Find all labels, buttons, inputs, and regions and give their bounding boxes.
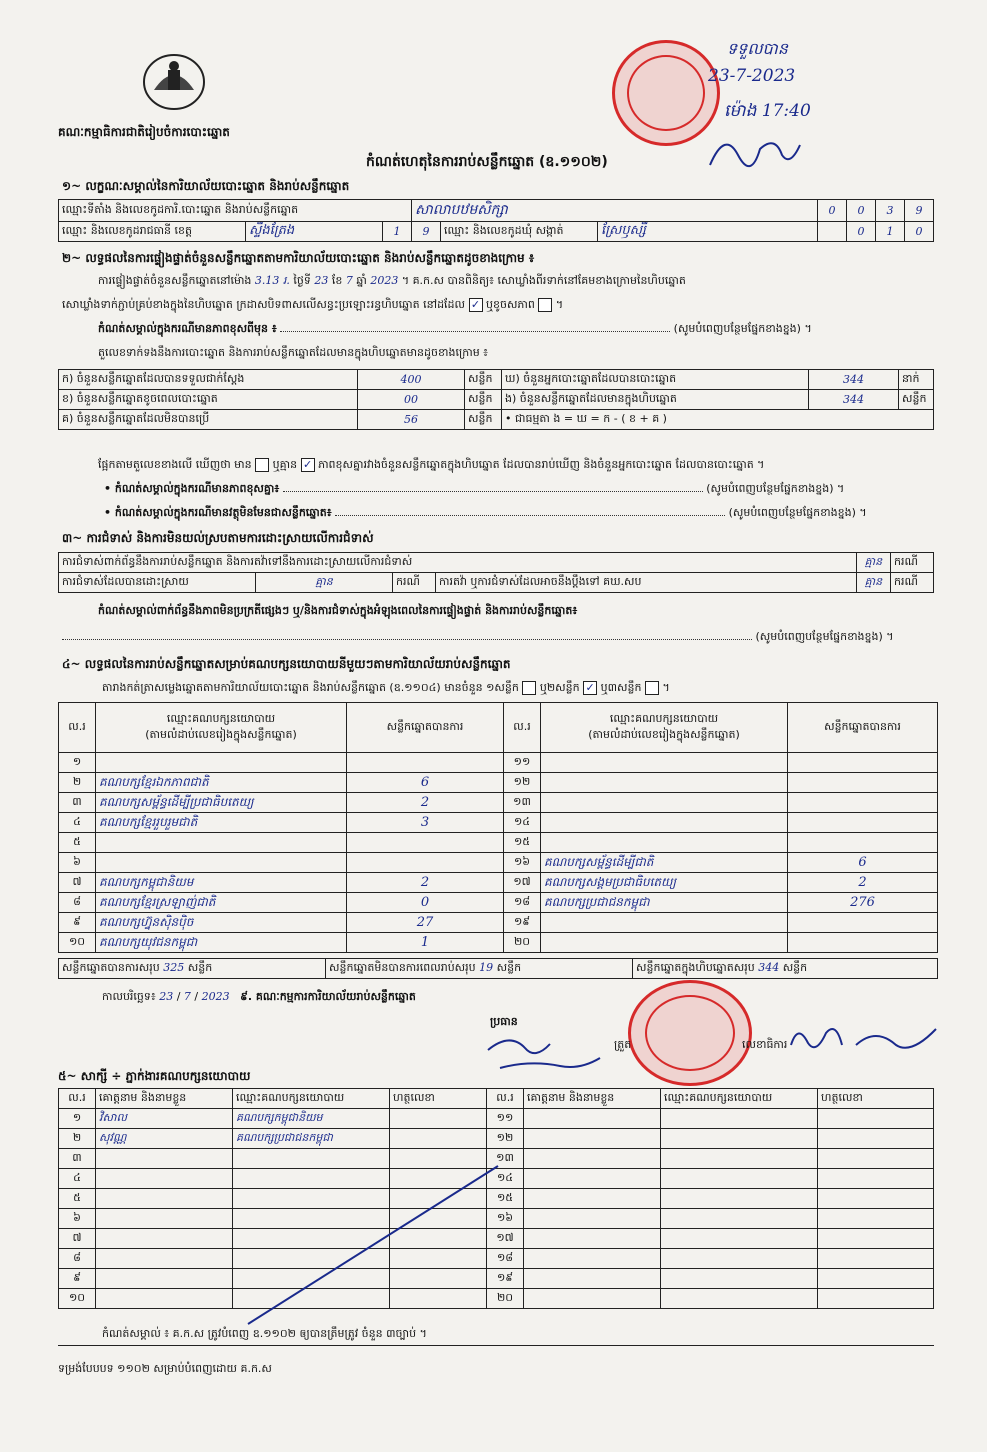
- col-no-header: ល.រ: [59, 1089, 96, 1109]
- witness-signature: [818, 1269, 934, 1289]
- party-no: ២០: [504, 933, 541, 953]
- commune-code-digit: 0: [847, 222, 876, 242]
- note-label: កំណត់សម្គាល់ក្នុងករណីមានភាពខុសពីមុន ៖: [98, 322, 277, 335]
- party-no: ១១: [504, 753, 541, 773]
- party-votes: 276: [788, 893, 938, 913]
- party-no: ៦: [59, 853, 96, 873]
- count-label: ខ) ចំនួនសន្លឹកឆ្នោតខូចពេលបោះឆ្នោត: [59, 390, 358, 410]
- verify-line-1: [98, 274, 686, 290]
- witness-name: វិសាល: [96, 1109, 233, 1129]
- witness-signature: [818, 1169, 934, 1189]
- witness-party: [661, 1149, 818, 1169]
- witness-party: [661, 1229, 818, 1249]
- votes-totals-table: [58, 958, 938, 979]
- witness-name: [96, 1169, 233, 1189]
- col-party-header: ឈ្មោះគណបក្សនយោបាយ (តាមលំដាប់លេខរៀងក្នុងសន្លឹកឆ្នោត): [96, 703, 347, 753]
- col-party-header: ឈ្មោះគណបក្សនយោបាយ (តាមលំដាប់លេខរៀងក្នុងសន្លឹកឆ្នោត): [541, 703, 788, 753]
- witness-signature: [818, 1109, 934, 1129]
- witness-signature: [818, 1149, 934, 1169]
- irregularity-line: [62, 630, 930, 646]
- party-votes: [788, 793, 938, 813]
- party-no: ៨: [59, 893, 96, 913]
- bullet-label: • កំណត់សម្គាល់ក្នុងករណីមានវត្ថុមិនមែនជាសន្លឹកឆ្នោត៖: [104, 506, 332, 519]
- witness-name: [524, 1249, 661, 1269]
- party-name: [541, 793, 788, 813]
- party-votes: [788, 913, 938, 933]
- party-votes: 2: [347, 873, 504, 893]
- witness-no: ១៩: [487, 1269, 524, 1289]
- party-name: គណបក្សយុវជនកម្ពុជា: [96, 933, 347, 953]
- received-label: ទទួលបាន: [727, 39, 788, 58]
- col-no-header: ល.រ: [59, 703, 96, 753]
- commune-label: ឈ្មោះ និងលេខកូដឃុំ សង្កាត់: [441, 222, 598, 242]
- witness-no: ៣: [59, 1149, 96, 1169]
- tally-text: ឬ២សន្លឹក: [539, 681, 580, 694]
- section1-title: ១~ លក្ខណៈសម្គាល់នៃការិយាល័យបោះឆ្នោត និងរាប់សន្លឹកឆ្នោត: [62, 179, 350, 193]
- witness-name: [524, 1129, 661, 1149]
- table-row: [59, 873, 938, 893]
- total-invalid-label: សន្លឹកឆ្នោតមិនបានការពេលរាប់សរុប: [329, 960, 476, 974]
- witness-name: [524, 1209, 661, 1229]
- section3-title: ៣~ ការជំទាស់ និងការមិនយល់ស្របតាមការដោះស្រាយលើការជំទាស់: [62, 531, 374, 545]
- result-intro: តួលេខទាក់ទងនឹងការបោះឆ្នោត និងការរាប់សន្លឹកឆ្នោតដែលមានក្នុងហិបឆ្នោតមានដូចខាងក្រោម ៖: [98, 346, 489, 359]
- col-no-header: ល.រ: [504, 703, 541, 753]
- witness-no: ៦: [59, 1209, 96, 1229]
- table-row: [59, 893, 938, 913]
- total-unit: សន្លឹក: [496, 960, 522, 974]
- commune-value: ស្រែឫស្សី: [598, 222, 818, 242]
- intact-checkbox[interactable]: ✓: [469, 298, 483, 312]
- witness-name: [96, 1289, 233, 1309]
- party-name: [96, 753, 347, 773]
- count-label: ង) ចំនួនសន្លឹកឆ្នោតដែលមានក្នុងហិបឆ្នោត: [502, 390, 809, 410]
- witness-name: [524, 1109, 661, 1129]
- chair-signature-icon: [480, 1030, 610, 1080]
- witness-name: [524, 1289, 661, 1309]
- party-votes: 2: [788, 873, 938, 893]
- col-party-header: ឈ្មោះគណបក្សនយោបាយ: [661, 1089, 818, 1109]
- witness-no: ២០: [487, 1289, 524, 1309]
- witness-name: [524, 1149, 661, 1169]
- appeal-unit: ករណី: [891, 573, 934, 593]
- witness-name: [96, 1189, 233, 1209]
- tally-text: តារាងកត់ត្រាសម្លេងឆ្នោតតាមការិយាល័យបោះឆ្នោត និងរាប់សន្លឹកឆ្នោត (ឧ.១១០៤) មានចំនួន ១សន្លឹក: [102, 681, 519, 694]
- has-difference-checkbox[interactable]: [255, 458, 269, 472]
- formula-note: • ជាធម្មតា ង = ឃ = ក - ( ខ + គ ): [502, 410, 934, 430]
- party-votes: [347, 853, 504, 873]
- table-row: [59, 933, 938, 953]
- party-no: ៣: [59, 793, 96, 813]
- date-month: 7: [183, 990, 191, 1003]
- table-row: [59, 773, 938, 793]
- party-name: [541, 813, 788, 833]
- party-votes: 6: [788, 853, 938, 873]
- witness-name: [524, 1189, 661, 1209]
- bullet-suffix: (សូមបំពេញបន្ថែមផ្នែកខាងខ្នង) ។: [706, 482, 845, 495]
- col-sign-header: ហត្ថលេខា: [390, 1089, 487, 1109]
- bullet-label: • កំណត់សម្គាល់ក្នុងករណីមានភាពខុសគ្នា៖: [104, 482, 280, 495]
- objection-label: ការជំទាស់ពាក់ព័ន្ធនឹងការរាប់សន្លឹកឆ្នោត និងការតវ៉ាទៅនឹងការដោះស្រាយលើការជំទាស់: [59, 553, 857, 573]
- witness-signature: [818, 1229, 934, 1249]
- commune-code-digit: 1: [876, 222, 905, 242]
- table-row: [59, 390, 934, 410]
- verify-text: ការផ្ទៀងផ្ទាត់ចំនួនសន្លឹកឆ្នោតនៅម៉ោង: [98, 274, 252, 287]
- counts-table: [58, 369, 934, 430]
- section1-table: [58, 199, 934, 242]
- witness-no: ១០: [59, 1289, 96, 1309]
- tally-text: ឬ៣សន្លឹក: [600, 681, 642, 694]
- witness-signature: [390, 1129, 487, 1149]
- verify-text: ថ្ងៃទី: [293, 274, 311, 287]
- party-no: ១៣: [504, 793, 541, 813]
- province-label: ឈ្មោះ និងលេខកូដរាជធានី ខេត្ត: [59, 222, 246, 242]
- total-invalid-cell: [326, 959, 633, 979]
- table-row: [59, 793, 938, 813]
- witness-no: ១៦: [487, 1209, 524, 1229]
- verify-time: 3.13 រ.: [254, 274, 290, 287]
- total-unit: សន្លឹក: [782, 960, 808, 974]
- witness-name: [524, 1169, 661, 1189]
- table-row: [59, 370, 934, 390]
- party-name: [541, 773, 788, 793]
- tally-sheets-line: [102, 681, 670, 697]
- witness-no: ២: [59, 1129, 96, 1149]
- resolved-value: គ្មាន: [256, 573, 393, 593]
- witness-party: គណបក្សកម្ពុជានិយម: [233, 1109, 390, 1129]
- location-code-digit: 3: [876, 200, 905, 222]
- witness-name: [96, 1229, 233, 1249]
- party-name: [541, 753, 788, 773]
- signers-label: ៩. គណៈកម្មការការិយាល័យរាប់សន្លឹកឆ្នោត: [240, 990, 416, 1003]
- party-votes: 27: [347, 913, 504, 933]
- location-code-digit: 9: [905, 200, 934, 222]
- objection-value: គ្មាន: [856, 553, 890, 573]
- party-no: ១២: [504, 773, 541, 793]
- doc-title: កំណត់ហេតុនៃការរាប់សន្លឹកឆ្នោត (ឧ.១១០២): [366, 154, 608, 170]
- witness-no: ១១: [487, 1109, 524, 1129]
- count-value: 400: [358, 370, 465, 390]
- count-unit: សន្លឹក: [465, 410, 502, 430]
- count-unit: នាក់: [899, 370, 934, 390]
- witness-no: ៤: [59, 1169, 96, 1189]
- verify-text: ខែ: [331, 274, 343, 287]
- note-suffix: (សូមបំពេញបន្ថែមផ្នែកខាងខ្នង) ។: [673, 322, 812, 335]
- col-votes-header: សន្លឹកឆ្នោតបានការ: [347, 703, 504, 753]
- footer-divider: [58, 1345, 934, 1346]
- damaged-checkbox[interactable]: [538, 298, 552, 312]
- location-value: សាលាបឋមសិក្សា: [412, 200, 818, 222]
- party-name: គណបក្សប្រជាជនកម្ពុជា: [541, 893, 788, 913]
- total-valid-label: សន្លឹកឆ្នោតបានការសរុប: [62, 960, 160, 974]
- witness-party: គណបក្សប្រជាជនកម្ពុជា: [233, 1129, 390, 1149]
- secretary-signature-icon: [786, 1015, 946, 1061]
- count-unit: សន្លឹក: [465, 390, 502, 410]
- witness-name: [96, 1149, 233, 1169]
- secretary-label: លេខាធិការ: [742, 1038, 788, 1051]
- party-no: ១៥: [504, 833, 541, 853]
- witness-no: ៩: [59, 1269, 96, 1289]
- count-value: 56: [358, 410, 465, 430]
- table-row: [59, 833, 938, 853]
- witness-party: [661, 1189, 818, 1209]
- total-invalid-value: 19: [479, 960, 494, 974]
- compare-text: ភាពខុសគ្នារវាងចំនួនសន្លឹកឆ្នោតក្នុងហិបឆ្នោត ដែលបានរាប់ឃើញ និងចំនួនអ្នកបោះឆ្នោត ដែលបានបោះឆ្នោត ។: [318, 458, 765, 471]
- count-unit: សន្លឹក: [465, 370, 502, 390]
- count-value: 344: [809, 390, 899, 410]
- section4-title: ៤~ លទ្ធផលនៃការរាប់សន្លឹកឆ្នោតសម្រាប់គណបក្សនយោបាយនីមួយៗតាមការិយាល័យរាប់សន្លឹកឆ្នោត: [62, 657, 511, 671]
- party-votes: 0: [347, 893, 504, 913]
- witness-name: [96, 1209, 233, 1229]
- one-sheet-checkbox[interactable]: [522, 681, 536, 695]
- witness-no: ៨: [59, 1249, 96, 1269]
- witness-no: ៧: [59, 1229, 96, 1249]
- count-value: 00: [358, 390, 465, 410]
- witness-no: ១៥: [487, 1189, 524, 1209]
- party-no: ១៧: [504, 873, 541, 893]
- witness-no: ១៤: [487, 1169, 524, 1189]
- two-sheets-checkbox[interactable]: ✓: [583, 681, 597, 695]
- party-votes: 6: [347, 773, 504, 793]
- party-votes: [347, 753, 504, 773]
- compare-text: ផ្អែកតាមតួលេខខាងលើ ឃើញថា មាន: [98, 458, 252, 471]
- tally-text: ។: [662, 681, 670, 694]
- total-box-cell: [633, 959, 938, 979]
- col-no-header: ល.រ: [487, 1089, 524, 1109]
- date-year: 2023: [201, 990, 230, 1003]
- table-row: [59, 853, 938, 873]
- party-no: ១៦: [504, 853, 541, 873]
- witness-no: ១២: [487, 1129, 524, 1149]
- witness-signature: [818, 1129, 934, 1149]
- compare-line: [98, 458, 764, 474]
- received-date: 23-7-2023: [708, 66, 796, 86]
- party-name: គណបក្សខ្មែរស្រឡាញ់ជាតិ: [96, 893, 347, 913]
- table-header-row: [59, 1089, 934, 1109]
- witness-name: [96, 1269, 233, 1289]
- total-unit: សន្លឹក: [187, 960, 213, 974]
- appeal-label: ការតវ៉ា ឬការជំទាស់ដែលអាចនឹងប្តឹងទៅ គឃ.សប: [436, 573, 857, 593]
- party-votes: 2: [347, 793, 504, 813]
- witness-name: [524, 1269, 661, 1289]
- count-label: ក) ចំនួនសន្លឹកឆ្នោតដែលបានទទួលជាក់ស្តែង: [59, 370, 358, 390]
- table-header-row: [59, 703, 938, 753]
- party-votes: [788, 753, 938, 773]
- appeal-value: គ្មាន: [856, 573, 890, 593]
- party-name: [96, 833, 347, 853]
- nec-emblem-icon: [140, 52, 208, 112]
- official-stamp-icon: [628, 980, 752, 1086]
- witness-no: ១: [59, 1109, 96, 1129]
- party-name: គណបក្សកម្ពុជានិយម: [96, 873, 347, 893]
- resolved-label: ការជំទាស់ដែលបានដោះស្រាយ: [59, 573, 256, 593]
- bullet-line-1: [104, 482, 930, 498]
- received-signature-icon: [700, 125, 810, 183]
- verify-text: ។ គ.ក.ស បានពិនិត្យ៖ សោឃ្លាំងពីរទាក់នៅគែមខាងក្រោមនៃហិបឆ្នោត: [401, 274, 686, 287]
- table-row: [59, 959, 938, 979]
- three-sheets-checkbox[interactable]: [645, 681, 659, 695]
- party-name: [541, 833, 788, 853]
- witness-party: [661, 1209, 818, 1229]
- table-row: [59, 410, 934, 430]
- section5-title: ៥~ សាក្សី ÷ ភ្នាក់ងារគណបក្សនយោបាយ: [58, 1069, 251, 1083]
- party-no: ១៨: [504, 893, 541, 913]
- party-name: គណបក្សហ្វ៊ុនស៊ិនប៉ិច: [96, 913, 347, 933]
- org-line: គណៈកម្មាធិការជាតិរៀបចំការបោះឆ្នោត: [58, 125, 230, 139]
- table-row: [59, 1109, 934, 1129]
- party-votes: [788, 813, 938, 833]
- location-label: ឈ្មោះទីតាំង និងលេខកូដការិ.បោះឆ្នោត និងរាប់សន្លឹកឆ្នោត: [59, 200, 412, 222]
- table-row: [59, 573, 934, 593]
- party-no: ៧: [59, 873, 96, 893]
- province-code-digit: 9: [412, 222, 441, 242]
- chair-label: ប្រធាន: [490, 1015, 518, 1028]
- location-code-digit: 0: [847, 200, 876, 222]
- verify-day: 23: [314, 274, 329, 287]
- no-difference-checkbox[interactable]: ✓: [301, 458, 315, 472]
- bullet-line-2: [104, 506, 930, 522]
- verify-month: 7: [345, 274, 353, 287]
- count-unit: សន្លឹក: [899, 390, 934, 410]
- verify-year: 2023: [370, 274, 399, 287]
- witness-no: ៥: [59, 1189, 96, 1209]
- bullet-suffix: (សូមបំពេញបន្ថែមផ្នែកខាងខ្នង) ។: [728, 506, 867, 519]
- party-votes: 1: [347, 933, 504, 953]
- party-no: ១: [59, 753, 96, 773]
- section2-title: ២~ លទ្ធផលនៃការផ្ទៀងផ្ទាត់ចំនួនសន្លឹកឆ្នោតតាមការិយាល័យបោះឆ្នោត និងរាប់សន្លឹកឆ្នោតដូចខាងក្រោម ៖: [62, 251, 535, 265]
- witness-name: [96, 1249, 233, 1269]
- footnote: កំណត់សម្គាល់ ៖ គ.ក.ស ត្រូវបំពេញ ឧ.១១០២ ឲ្យបានត្រឹមត្រូវ ចំនួន ៣ច្បាប់ ។: [102, 1327, 427, 1340]
- table-row: [59, 913, 938, 933]
- witness-signature: [818, 1289, 934, 1309]
- witness-signature: [818, 1249, 934, 1269]
- party-votes: 3: [347, 813, 504, 833]
- form-note: ទម្រង់បែបបទ ១១០២ សម្រាប់បំពេញដោយ គ.ក.ស: [58, 1362, 272, 1375]
- witness-no: ១៨: [487, 1249, 524, 1269]
- count-label: គ) ចំនួនសន្លឹកឆ្នោតដែលមិនបានប្រើ: [59, 410, 358, 430]
- party-name: គណបក្សខ្មែររួបរួមជាតិ: [96, 813, 347, 833]
- party-no: ៤: [59, 813, 96, 833]
- witness-party: [661, 1269, 818, 1289]
- strike-line-icon: [240, 1160, 510, 1330]
- witness-no: ១៧: [487, 1229, 524, 1249]
- col-name-header: គោត្តនាម និងនាមខ្លួន: [524, 1089, 661, 1109]
- party-name: គណបក្សសម្ព័ន្ធដើម្បីប្រជាធិបតេយ្យ: [96, 793, 347, 813]
- witness-signature: [818, 1209, 934, 1229]
- party-votes: [788, 933, 938, 953]
- difference-note-line: [98, 322, 928, 338]
- total-box-label: សន្លឹកឆ្នោតក្នុងហិបឆ្នោតសរុប: [636, 960, 755, 974]
- objection-unit: ករណី: [891, 553, 934, 573]
- table-row: [59, 753, 938, 773]
- votes-table: [58, 702, 938, 953]
- member-label: ត្រួត: [614, 1038, 632, 1051]
- party-no: ២: [59, 773, 96, 793]
- party-name: គណបក្សសង្គមប្រជាធិបតេយ្យ: [541, 873, 788, 893]
- party-no: ១៩: [504, 913, 541, 933]
- compare-text: ឬគ្មាន: [272, 458, 298, 471]
- witness-party: [661, 1289, 818, 1309]
- date-label: កាលបរិច្ឆេទ៖: [102, 990, 156, 1003]
- col-sign-header: ហត្ថលេខា: [818, 1089, 934, 1109]
- total-box-value: 344: [758, 960, 780, 974]
- resolved-unit: ករណី: [393, 573, 436, 593]
- commune-code-digit: 0: [905, 222, 934, 242]
- count-value: 344: [809, 370, 899, 390]
- verify-text: ឆ្នាំ: [356, 274, 367, 287]
- witness-signature: [390, 1109, 487, 1129]
- irregularity-note: កំណត់សម្គាល់ពាក់ព័ន្ធនឹងភាពមិនប្រក្រតីផ្សេងៗ ឬ/និងការជំទាស់ក្នុងអំឡុងពេលនៃការផ្ទៀងផ្ទាត់ និងការរាប់សន្លឹកឆ្នោត៖: [98, 604, 578, 617]
- party-no: ៩: [59, 913, 96, 933]
- party-votes: [788, 833, 938, 853]
- party-name: [541, 913, 788, 933]
- party-votes: [788, 773, 938, 793]
- objections-table: [58, 552, 934, 593]
- date-line: កាលបរិច្ឆេទ៖ 23 / 7 / 2023 ៩. គណៈកម្មការការិយាល័យរាប់សន្លឹកឆ្នោត: [102, 990, 416, 1003]
- total-valid-cell: [59, 959, 326, 979]
- location-code-digit: 0: [818, 200, 847, 222]
- verify-text: ឬខូចសភាព: [486, 298, 535, 311]
- witness-name: [524, 1229, 661, 1249]
- party-no: ១៤: [504, 813, 541, 833]
- witness-party: [661, 1249, 818, 1269]
- witness-party: [661, 1169, 818, 1189]
- party-name: គណបក្សខ្មែរឯកភាពជាតិ: [96, 773, 347, 793]
- witness-no: ១៣: [487, 1149, 524, 1169]
- verify-line-2: [62, 298, 563, 314]
- verify-text: សោឃ្លាំងទាក់ភ្ជាប់គ្រប់ខាងក្នុងនៃហិបឆ្នោត ក្រដាសបិទពាសលើសន្ធះប្រឡោះរន្ធហិបឆ្នោត នៅដដែល: [62, 298, 466, 311]
- col-party-header: ឈ្មោះគណបក្សនយោបាយ: [233, 1089, 390, 1109]
- province-value: ស្ទឹងត្រែង: [246, 222, 383, 242]
- witness-name: សុវណ្ណ: [96, 1129, 233, 1149]
- party-name: [541, 933, 788, 953]
- table-row: [59, 1129, 934, 1149]
- province-code-digit: 1: [383, 222, 412, 242]
- received-time: ម៉ោង 17:40: [724, 101, 811, 121]
- party-name: [96, 853, 347, 873]
- witness-signature: [818, 1189, 934, 1209]
- party-votes: [347, 833, 504, 853]
- table-row: [59, 553, 934, 573]
- col-name-header: គោត្តនាម និងនាមខ្លួន: [96, 1089, 233, 1109]
- party-no: ៥: [59, 833, 96, 853]
- witness-party: [661, 1109, 818, 1129]
- table-row: [59, 813, 938, 833]
- date-day: 23: [159, 990, 174, 1003]
- party-name: គណបក្សសម្ព័ន្ធដើម្បីជាតិ: [541, 853, 788, 873]
- total-valid-value: 325: [163, 960, 185, 974]
- count-label: ឃ) ចំនួនអ្នកបោះឆ្នោតដែលបានបោះឆ្នោត: [502, 370, 809, 390]
- verify-text: ។: [555, 298, 564, 311]
- irregularity-suffix: (សូមបំពេញបន្ថែមផ្នែកខាងខ្នង) ។: [755, 630, 894, 643]
- party-no: ១០: [59, 933, 96, 953]
- witness-party: [661, 1129, 818, 1149]
- col-votes-header: សន្លឹកឆ្នោតបានការ: [788, 703, 938, 753]
